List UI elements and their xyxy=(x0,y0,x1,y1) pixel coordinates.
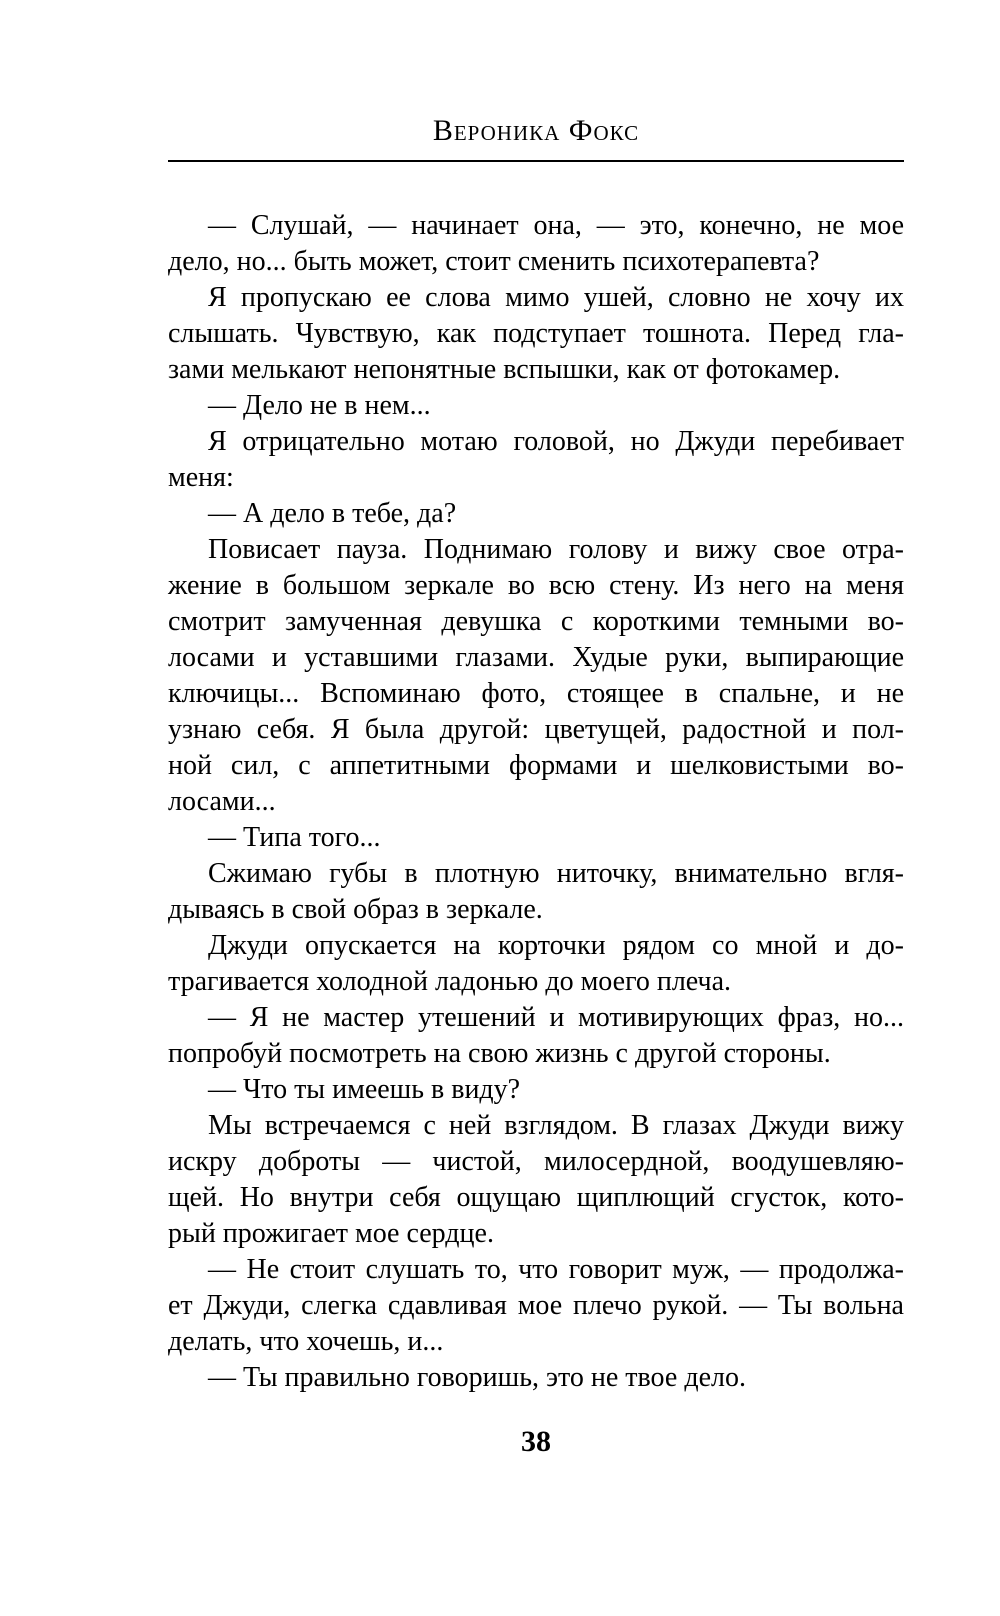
text-line: ет Джуди, слегка сдавливая мое плечо рукой. — Ты вольна xyxy=(168,1290,904,1321)
text-line: — Дело не в нем... xyxy=(208,390,431,421)
text-line: трагивается холодной ладонью до моего плеча. xyxy=(168,966,732,997)
text-line: смотрит замученная девушка с короткими темными во- xyxy=(168,606,904,637)
text-line: щей. Но внутри себя ощущаю щиплющий сгусток, кото- xyxy=(168,1182,904,1213)
text-line: искру доброты — чистой, милосердной, воодушевляю- xyxy=(168,1146,904,1177)
text-line: попробуй посмотреть на свою жизнь с другой стороны. xyxy=(168,1038,831,1069)
text-line: — Я не мастер утешений и мотивирующих фраз, но... xyxy=(208,1002,904,1033)
text-line: дело, но... быть может, стоит сменить психотерапевта? xyxy=(168,246,820,277)
body-text xyxy=(168,208,904,1396)
text-line: — Не стоит слушать то, что говорит муж, — продолжа- xyxy=(208,1254,904,1285)
text-line: делать, что хочешь, и... xyxy=(168,1326,444,1357)
page-number: 38 xyxy=(521,1425,551,1458)
text-line: жение в большом зеркале во всю стену. Из него на меня xyxy=(168,570,904,601)
text-line: Я пропускаю ее слова мимо ушей, словно не хочу их xyxy=(208,282,904,313)
text-line: Повисает пауза. Поднимаю голову и вижу свое отра- xyxy=(208,534,904,565)
text-line: меня: xyxy=(168,462,234,493)
text-line: слышать. Чувствую, как подступает тошнота. Перед гла- xyxy=(168,318,904,349)
text-line: зами мелькают непонятные вспышки, как от фотокамер. xyxy=(168,354,841,385)
text-line: Я отрицательно мотаю головой, но Джуди перебивает xyxy=(208,426,904,457)
text-line: лосами... xyxy=(168,786,276,817)
text-line: лосами и уставшими глазами. Худые руки, выпирающие xyxy=(168,642,904,673)
text-line: ключицы... Вспоминаю фото, стоящее в спальне, и не xyxy=(168,678,904,709)
text-line: узнаю себя. Я была другой: цветущей, радостной и пол- xyxy=(168,714,904,745)
text-line: дываясь в свой образ в зеркале. xyxy=(168,894,543,925)
text-line: рый прожигает мое сердце. xyxy=(168,1218,494,1249)
header-rule xyxy=(168,160,904,162)
text-line: — Слушай, — начинает она, — это, конечно, не мое xyxy=(208,210,904,241)
text-line: Сжимаю губы в плотную ниточку, внимательно вгля- xyxy=(208,858,904,889)
text-line: Джуди опускается на корточки рядом со мной и до- xyxy=(208,930,904,961)
running-head-author: Вероника Фокс xyxy=(432,114,640,147)
text-line: ной сил, с аппетитными формами и шелковистыми во- xyxy=(168,750,904,781)
text-line: — А дело в тебе, да? xyxy=(208,498,457,529)
text-line: Мы встречаемся с ней взглядом. В глазах Джуди вижу xyxy=(208,1110,904,1141)
text-line: — Что ты имеешь в виду? xyxy=(208,1074,521,1105)
text-line: — Типа того... xyxy=(208,822,381,853)
text-line: — Ты правильно говоришь, это не твое дело. xyxy=(208,1362,746,1393)
